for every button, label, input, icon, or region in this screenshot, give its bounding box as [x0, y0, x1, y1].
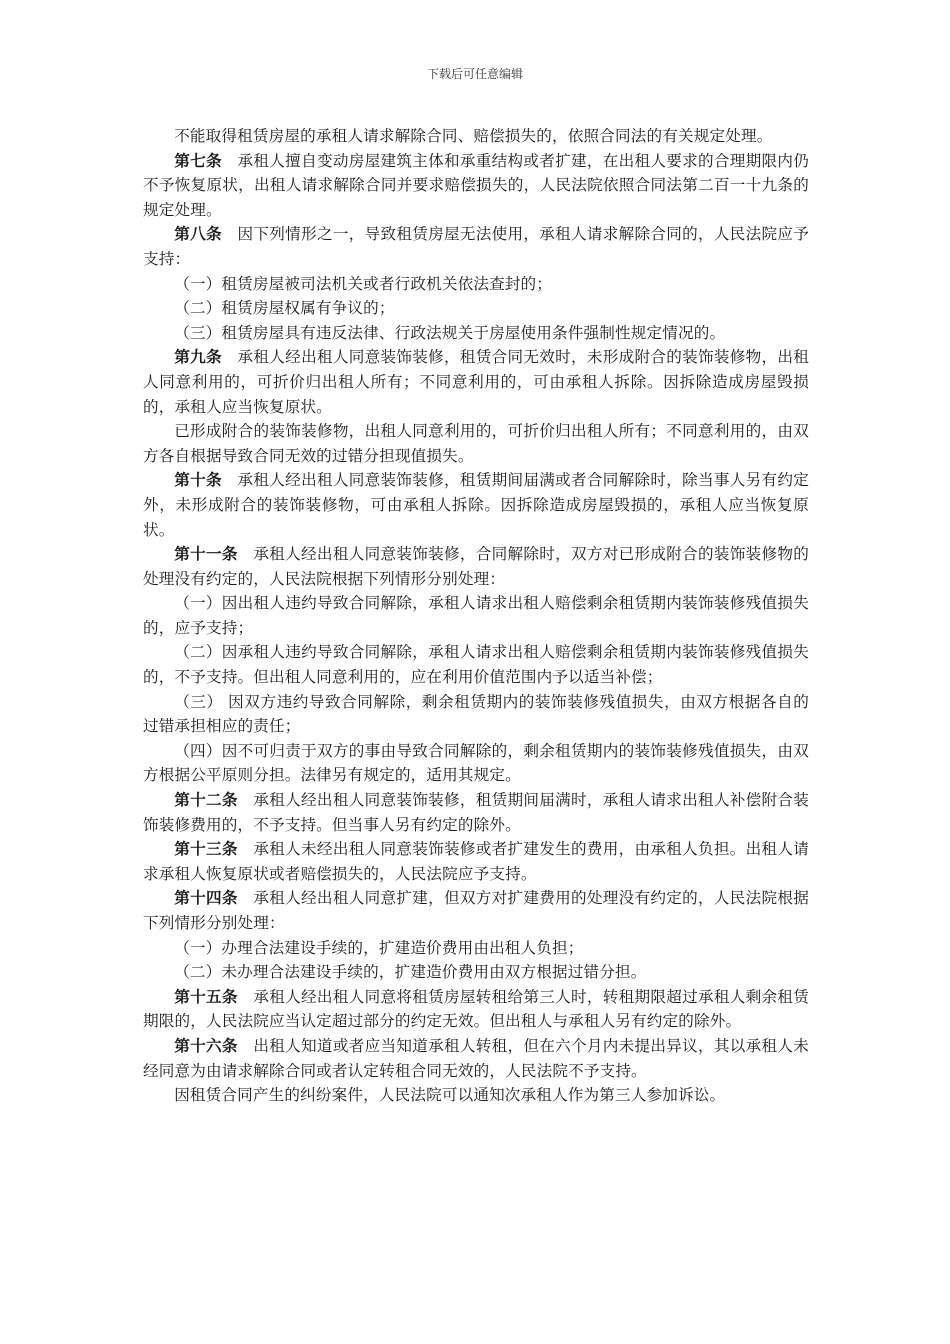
paragraph-text: 承租人擅自变动房屋建筑主体和承重结构或者扩建，在出租人要求的合理期限内仍不予恢复原状，出租人请求解除合同并要求赔偿损失的，人民法院依照合同法第二百一十九条的规定处理。 [143, 151, 810, 219]
paragraph [143, 345, 809, 419]
article-number: 第十四条 [174, 888, 238, 908]
paragraph [143, 419, 809, 468]
paragraph-text: 承租人经出租人同意装饰装修，租赁期间届满时，承租人请求出租人补偿附合装饰装修费用的，不予支持。但当事人另有约定的除外。 [143, 791, 809, 834]
article-number: 第十六条 [174, 1035, 238, 1055]
page-header-note: 下载后可任意编辑 [426, 67, 523, 81]
paragraph-text: （二）未办理合法建设手续的，扩建造价费用由双方根据过错分担。 [174, 963, 647, 982]
paragraph [143, 222, 809, 271]
paragraph-text: （一）办理合法建设手续的，扩建造价费用由出租人负担； [174, 938, 584, 957]
paragraph-text: （二）租赁房屋权属有争议的； [174, 299, 395, 318]
article-number: 第八条 [174, 224, 222, 244]
article-number: 第九条 [174, 347, 222, 367]
document-body [143, 124, 809, 1108]
paragraph [143, 788, 809, 837]
paragraph-text: 承租人未经出租人同意装饰装修或者扩建发生的费用，由承租人负担。出租人请求承租人恢复原状或者赔偿损失的，人民法院应予支持。 [143, 840, 809, 883]
paragraph [143, 640, 809, 689]
paragraph [143, 591, 809, 640]
paragraph [143, 690, 809, 739]
paragraph [143, 272, 809, 297]
paragraph-text: 承租人经出租人同意将租赁房屋转租给第三人时，转租期限超过承租人剩余租赁期限的，人民法院应当认定超过部分的约定无效。但出租人与承租人另有约定的除外。 [143, 987, 809, 1031]
paragraph-text: （一）因出租人违约导致合同解除，承租人请求出租人赔偿剩余租赁期内装饰装修残值损失的，应予支持； [143, 594, 809, 637]
paragraph-text: 出租人知道或者应当知道承租人转租，但在六个月内未提出异议，其以承租人未经同意为由请求解除合同或者认定转租合同无效的，人民法院不予支持。 [143, 1036, 809, 1080]
article-number: 第十条 [174, 470, 222, 490]
paragraph-text: 承租人经出租人同意装饰装修，租赁期间届满或者合同解除时，除当事人另有约定外，未形成附合的装饰装修物，可由承租人拆除。因拆除造成房屋毁损的，承租人应当恢复原状。 [143, 471, 810, 539]
article-number: 第七条 [174, 150, 222, 170]
paragraph-text: （一）租赁房屋被司法机关或者行政机关依法查封的； [174, 274, 553, 293]
paragraph-text: 因下列情形之一，导致租赁房屋无法使用，承租人请求解除合同的，人民法院应予支持： [143, 225, 810, 268]
paragraph [143, 542, 809, 591]
paragraph [143, 321, 809, 346]
paragraph [143, 1083, 809, 1108]
paragraph-text: 已形成附合的装饰装修物，出租人同意利用的，可折价归出租人所有；不同意利用的，由双方各自根据导致合同无效的过错分担现值损失。 [143, 422, 809, 465]
article-number: 第十五条 [174, 986, 238, 1006]
paragraph-text: 承租人经出租人同意装饰装修，合同解除时，双方对已形成附合的装饰装修物的处理没有约定的，人民法院根据下列情形分别处理： [143, 545, 809, 588]
paragraph [143, 960, 809, 985]
paragraph [143, 985, 809, 1034]
article-number: 第十三条 [174, 839, 238, 859]
paragraph-text: （四）因不可归责于双方的事由导致合同解除的，剩余租赁期内的装饰装修残值损失，由双方根据公平原则分担。法律另有规定的，适用其规定。 [143, 741, 809, 785]
paragraph [143, 124, 809, 149]
paragraph [143, 1034, 809, 1083]
article-number: 第十一条 [174, 544, 238, 564]
paragraph [143, 468, 809, 542]
paragraph-text: （二）因承租人违约导致合同解除，承租人请求出租人赔偿剩余租赁期内装饰装修残值损失的，不予支持。但出租人同意利用的，应在利用价值范围内予以适当补偿； [143, 643, 809, 687]
paragraph-text: 因租赁合同产生的纠纷案件，人民法院可以通知次承租人作为第三人参加诉讼。 [174, 1086, 726, 1105]
paragraph-text: 承租人经出租人同意装饰装修，租赁合同无效时，未形成附合的装饰装修物，出租人同意利用的，可折价归出租人所有；不同意利用的，可由承租人拆除。因拆除造成房屋毁损的，承租人应当恢复原状。 [143, 348, 810, 416]
paragraph-text: （三） 因双方违约导致合同解除，剩余租赁期内的装饰装修残值损失，由双方根据各自的过错承担相应的责任； [143, 692, 809, 736]
article-number: 第十二条 [174, 790, 238, 810]
paragraph-text: 不能取得租赁房屋的承租人请求解除合同、赔偿损失的，依照合同法的有关规定处理。 [174, 127, 773, 145]
paragraph [143, 837, 809, 886]
paragraph-text: 承租人经出租人同意扩建，但双方对扩建费用的处理没有约定的，人民法院根据下列情形分别处理： [143, 889, 809, 932]
paragraph-text: （三）租赁房屋具有违反法律、行政法规关于房屋使用条件强制性规定情况的。 [174, 323, 726, 342]
paragraph [143, 936, 809, 961]
paragraph [143, 739, 809, 788]
paragraph [143, 149, 809, 223]
paragraph [143, 886, 809, 935]
paragraph [143, 296, 809, 321]
